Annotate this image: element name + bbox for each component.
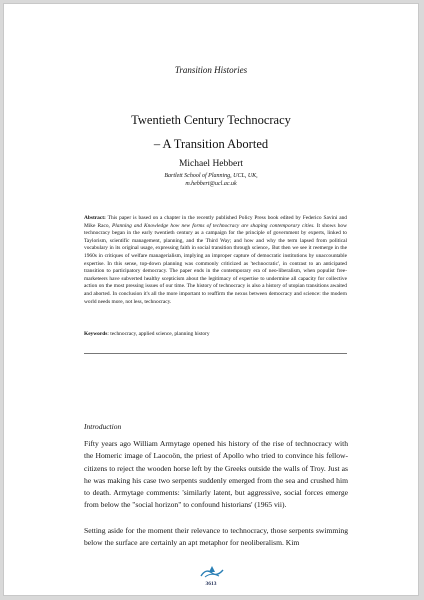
paper-page bbox=[3, 3, 419, 596]
paper-title-line-2: – A Transition Aborted bbox=[153, 137, 269, 151]
author-name: Michael Hebbert bbox=[178, 159, 244, 169]
author-affiliation: Bartlett School of Planning, UCL, UK, bbox=[164, 173, 258, 179]
abstract-text-start: This paper is based on a chapter in the recently published Policy Press book edited by Federico Savini and Mike Raco, bbox=[84, 215, 347, 229]
body-paragraph-1: Fifty years ago William Armytage opened his history of the rise of technocracy with the Homeric image of Laocoön, the priest of Apollo who tried to convince his fellow-citizens to reject the wooden horse left by the Greeks outside the walls of Troy. Just as he was making his case two serpents suddenly emerged from the sea and crushed him to death. Armytage comments: 'similarly latent, but aggressive, social forces emerge from below the "social horizon" to confound historians' (1965 vii). bbox=[84, 439, 348, 510]
abstract-text-end: It shows how technocracy began in the early twentieth century as a campaign for the principle of government by experts, linked to Taylorism, scientific management, planning, and the Third Way; and how and why the term lapsed from political vocabulary in its original usage, expressing faith in social transition through science,. But then we see it reemerge in the 1960s in critiques of welfare managerialism, implying an improper capture of democratic institutions by unaccountable expertise. In this sense, top-down planning was commonly criticized as 'technocratic', in contrast to an anticipated transition to participatory democracy. The paper ends in the contemporary era of neo-liberalism, when populist free-marketeers have subverted healthy scepticism about the legitimacy of expertise to undermine all capacity for collective action on the most pressing issues of our time. The history of technocracy is also a history of utopian transitions awaited and aborted. In conclusion it's all the more important to reaffirm the nexus between democracy and science: the modern world needs more, not less, technocracy. bbox=[84, 222, 347, 305]
keywords-text: : technocracy, applied science, planning history bbox=[107, 331, 210, 337]
paper-title-line-1: Twentieth Century Technocracy bbox=[131, 113, 291, 127]
section-divider bbox=[84, 353, 347, 354]
body-paragraph-2: Setting aside for the moment their relevance to technocracy, those serpents swimming below the surface are certainly an apt metaphor for neoliberalism. Kim bbox=[84, 526, 348, 548]
keywords-label: Keywords bbox=[84, 331, 108, 337]
abstract-label: Abstract: bbox=[84, 215, 106, 221]
abstract-book-title: Planning and Knowledge how new forms of technocracy are shaping contemporary cities. bbox=[112, 222, 315, 229]
author-email: m.hebbert@ucl.ac.uk bbox=[185, 181, 237, 187]
conference-logo-icon bbox=[200, 566, 224, 578]
section-heading: Introduction bbox=[84, 422, 122, 431]
page-number: 3613 bbox=[205, 581, 217, 587]
series-title: Transition Histories bbox=[174, 65, 248, 75]
abstract bbox=[84, 215, 347, 306]
keywords bbox=[84, 331, 347, 339]
